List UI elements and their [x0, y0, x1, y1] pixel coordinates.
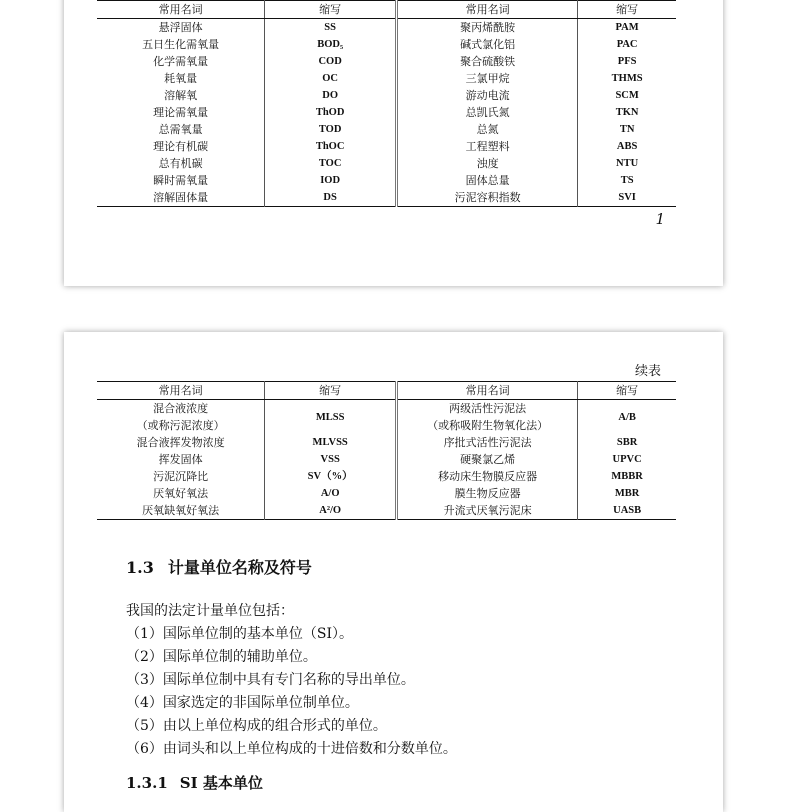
term-cell: 移动床生物膜反应器 [396, 468, 577, 485]
term-cell: 污泥沉降比 [97, 468, 265, 485]
header-term: 常用名词 [396, 1, 577, 19]
abbr-cell: SBR [616, 437, 638, 448]
list-item: （3）国际单位制中具有专门名称的导出单位。 [126, 672, 415, 688]
header-abbr: 缩写 [578, 1, 676, 19]
term-cell: 序批式活性污泥法 [396, 434, 577, 451]
section-number: 1.3 [126, 558, 154, 577]
abbr-cell: IOD [265, 172, 397, 189]
abbr-cell: DS [265, 189, 397, 207]
term-cell: 升流式厌氧污泥床 [396, 502, 577, 520]
header-abbr: 缩写 [578, 382, 676, 400]
abbr-cell: DO [265, 87, 397, 104]
term-cell: 聚合硫酸铁 [396, 53, 577, 70]
subsection-number: 1.3.1 [126, 774, 168, 792]
table-row [97, 485, 676, 502]
abbr-cell: TOD [265, 121, 397, 138]
term-cell: 浊度 [396, 155, 577, 172]
list-item: （6）由词头和以上单位构成的十进倍数和分数单位。 [126, 741, 457, 757]
term-cell: 游动电流 [396, 87, 577, 104]
term-cell: 污泥容积指数 [396, 189, 577, 207]
header-abbr: 缩写 [265, 1, 397, 19]
page-number: 1 [655, 210, 665, 228]
term-cell: 理论有机碳 [97, 138, 265, 155]
table-row [97, 70, 676, 87]
table-row [97, 87, 676, 104]
abbr-cell: SV（%） [265, 468, 397, 485]
term-cell: 厌氧缺氧好氧法 [97, 502, 265, 520]
list-item: （1）国际单位制的基本单位（SI）。 [126, 626, 354, 642]
abbr-cell: MLVSS [265, 434, 397, 451]
header-term: 常用名词 [396, 382, 577, 400]
abbr-cell: ABS [616, 141, 638, 152]
section-title: 计量单位名称及符号 [167, 558, 312, 577]
term-cell: 悬浮固体 [97, 19, 265, 37]
abbr-cell: A/B [618, 411, 636, 423]
term-cell: 溶解氧 [97, 87, 265, 104]
list-item: （5）由以上单位构成的组合形式的单位。 [126, 718, 387, 734]
abbr-cell: SVI [618, 192, 636, 203]
term-cell: 工程塑料 [396, 138, 577, 155]
abbr-cell: TS [620, 175, 634, 186]
intro-paragraph: 我国的法定计量单位包括： [126, 603, 294, 619]
term-cell: 瞬时需氧量 [97, 172, 265, 189]
subsection-title: SI 基本单位 [179, 774, 263, 792]
abbr-cell: A²/O [265, 502, 397, 520]
term-cell: 挥发固体 [97, 451, 265, 468]
abbr-cell: COD [265, 53, 397, 70]
abbr-cell: TOC [265, 155, 397, 172]
table-row [97, 400, 676, 418]
term-cell: 耗氧量 [97, 70, 265, 87]
term-cell: 膜生物反应器 [396, 485, 577, 502]
page-2 [64, 332, 723, 812]
term-note: （或称吸附生物氧化法） [396, 417, 577, 434]
abbr-cell: A/O [265, 485, 397, 502]
abbr-cell: PAC [616, 39, 638, 50]
abbreviation-table [97, 0, 676, 207]
abbr-cell: PFS [617, 56, 637, 67]
term-cell: 三氯甲烷 [396, 70, 577, 87]
abbr-cell: TN [619, 124, 635, 135]
term-cell: 固体总量 [396, 172, 577, 189]
term-cell: 厌氧好氧法 [97, 485, 265, 502]
term-note: （或称污泥浓度） [97, 417, 265, 434]
abbr-cell: SCM [615, 90, 639, 101]
table-row [97, 172, 676, 189]
abbr-cell: MBBR [611, 471, 643, 482]
term-cell: 硬聚氯乙烯 [396, 451, 577, 468]
term-line: 两级活性污泥法 [449, 402, 527, 415]
table-row [97, 104, 676, 121]
table-continued-label: 续表 [634, 364, 661, 379]
table-row [97, 502, 676, 520]
abbr-cell: UPVC [612, 454, 642, 465]
table-row [97, 121, 676, 138]
abbr-cell: PAM [615, 22, 639, 33]
abbr-cell: MBR [614, 488, 640, 499]
table-row [97, 434, 676, 451]
term-cell: 混合液挥发物浓度 [97, 434, 265, 451]
term-cell [97, 400, 265, 418]
table-row [97, 19, 676, 37]
table-row [97, 155, 676, 172]
term-cell: 总需氧量 [97, 121, 265, 138]
abbr-cell: MLSS [265, 400, 397, 435]
table-row [97, 468, 676, 485]
term-cell: 总凯氏氮 [396, 104, 577, 121]
table-header [97, 1, 676, 19]
abbr-cell: UASB [613, 505, 642, 516]
section-heading [126, 555, 312, 578]
table-header [97, 382, 676, 400]
abbr-cell: SS [265, 19, 397, 37]
table-row [97, 53, 676, 70]
term-cell: 聚丙烯酰胺 [396, 19, 577, 37]
term-cell: 五日生化需氧量 [97, 36, 265, 53]
abbr-cell: TKN [615, 107, 639, 118]
abbr-cell: OC [265, 70, 397, 87]
term-cell: 理论需氧量 [97, 104, 265, 121]
term-cell: 总氮 [396, 121, 577, 138]
header-term: 常用名词 [97, 382, 265, 400]
abbr-cell: ThOC [265, 138, 397, 155]
term-cell: 溶解固体量 [97, 189, 265, 207]
term-cell: 化学需氧量 [97, 53, 265, 70]
term-cell: 碱式氯化铝 [396, 36, 577, 53]
header-term: 常用名词 [97, 1, 265, 19]
abbr-cell: BOD₅ [265, 36, 397, 53]
list-item: （2）国际单位制的辅助单位。 [126, 649, 317, 665]
abbreviation-table-continued [97, 381, 676, 520]
table-row [97, 451, 676, 468]
header-abbr: 缩写 [265, 382, 397, 400]
abbr-cell: NTU [616, 158, 639, 169]
term-line: 混合液浓度 [153, 402, 209, 415]
abbr-cell: VSS [265, 451, 397, 468]
table-row [97, 189, 676, 207]
table-row [97, 138, 676, 155]
abbr-cell: ThOD [265, 104, 397, 121]
page-1 [64, 0, 723, 286]
term-cell [396, 400, 577, 418]
table-row [97, 36, 676, 53]
abbr-cell: THMS [611, 73, 643, 84]
term-cell: 总有机碳 [97, 155, 265, 172]
list-item: （4）国家选定的非国际单位制单位。 [126, 695, 359, 711]
